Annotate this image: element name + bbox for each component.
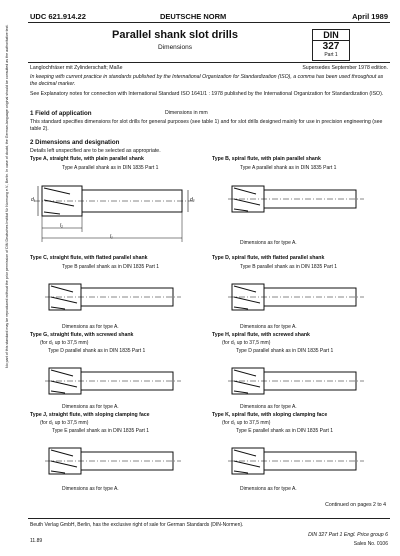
dim-d2: d₂ bbox=[190, 197, 195, 203]
type-g-note: Dimensions as for type A. bbox=[62, 404, 119, 410]
header-rule bbox=[28, 22, 390, 23]
type-c-drawing bbox=[45, 278, 185, 318]
din-number: 327 bbox=[322, 41, 340, 52]
type-b-caption: Type B, spiral flute, with plain parallel shank bbox=[212, 156, 321, 162]
decimal-note: In keeping with current practice in standards published by the International Organization for Standardization (ISO), a comma has been used throughout as the decimal marker. bbox=[30, 74, 384, 87]
type-a-shank-label: Type A parallel shank as in DIN 1835 Part 1 bbox=[62, 165, 159, 171]
type-c-caption: Type C, straight flute, with flatted parallel shank bbox=[30, 255, 148, 261]
section-1-heading: 1 Field of application bbox=[30, 110, 92, 117]
type-j-range: (for d₁ up to 37,5 mm) bbox=[40, 420, 89, 426]
reference-line: DIN 327 Part 1 Engl. Price group 6 bbox=[308, 532, 388, 538]
issue-date: April 1989 bbox=[352, 12, 388, 21]
type-j-drawing bbox=[45, 442, 185, 482]
type-a-caption: Type A, straight flute, with plain parallel shank bbox=[30, 156, 144, 162]
supersedes-note: Supersedes September 1978 edition. bbox=[302, 65, 388, 71]
type-d-shank-label: Type B parallel shank as in DIN 1835 Part 1 bbox=[240, 264, 337, 270]
section-2-text: Details left unspecified are to be selected as appropriate. bbox=[30, 148, 161, 154]
type-g-drawing bbox=[45, 362, 185, 402]
section-1-text: This standard specifies dimensions for slot drills for general purposes (see table 1) and for slot drills designed mainly for use in precision engineering (see table 2). bbox=[30, 119, 383, 132]
type-b-drawing bbox=[228, 180, 368, 220]
din-part: Part 1 bbox=[324, 52, 338, 58]
type-d-caption: Type D, spiral flute, with flatted parallel shank bbox=[212, 255, 325, 261]
udc-code: UDC 621.914.22 bbox=[30, 12, 86, 21]
type-j-shank-label: Type E parallel shank as in DIN 1835 Part 1 bbox=[52, 428, 149, 434]
type-k-shank-label: Type E parallel shank as in DIN 1835 Part 1 bbox=[236, 428, 333, 434]
document-subtitle: Dimensions bbox=[158, 44, 192, 51]
german-title: Langlochfräser mit Zylinderschaft; Maße bbox=[30, 65, 123, 71]
type-b-shank-label: Type A parallel shank as in DIN 1835 Part 1 bbox=[240, 165, 337, 171]
type-k-drawing bbox=[228, 442, 368, 482]
type-g-caption: Type G, straight flute, with screwed shank bbox=[30, 332, 134, 338]
copyright-side-note: No part of this standard may be reproduced without the prior permission of DIN Deutsches Institut für Normung e.V., Berlin. In case of doubt, the German-language original should be consulted as the authoritative text. bbox=[5, 24, 9, 368]
units-note: Dimensions in mm bbox=[165, 110, 208, 116]
explanatory-note: See Explanatory notes for connection with International Standard ISO 1641/1 : 1978 published by the International Organization for Standardization (ISO). bbox=[30, 91, 384, 97]
type-h-note: Dimensions as for type A. bbox=[240, 404, 297, 410]
publisher-note: Beuth Verlag GmbH, Berlin, has the exclusive right of sale for German Standards (DIN-Normen). bbox=[30, 522, 244, 528]
type-d-note: Dimensions as for type A. bbox=[240, 324, 297, 330]
din-label: DIN bbox=[313, 30, 349, 41]
section-2-heading: 2 Dimensions and designation bbox=[30, 139, 120, 146]
title-rule bbox=[28, 62, 390, 63]
type-k-note: Dimensions as for type A. bbox=[240, 486, 297, 492]
footer-rule bbox=[28, 518, 390, 519]
type-c-shank-label: Type B parallel shank as in DIN 1835 Part 1 bbox=[62, 264, 159, 270]
type-a-drawing bbox=[30, 172, 210, 252]
type-h-range: (for d₁ up to 37,5 mm) bbox=[222, 340, 271, 346]
type-k-caption: Type K, spiral flute, with sloping clamping face bbox=[212, 412, 328, 418]
type-g-shank-label: Type D parallel shank as in DIN 1835 Part 1 bbox=[48, 348, 146, 354]
dim-l2: l₂ bbox=[60, 223, 64, 229]
release-code: 11.89 bbox=[30, 538, 43, 544]
type-d-drawing bbox=[228, 278, 368, 318]
dim-d1: d₁ bbox=[31, 197, 36, 203]
type-h-shank-label: Type D parallel shank as in DIN 1835 Part 1 bbox=[236, 348, 334, 354]
din-number-box bbox=[312, 29, 350, 61]
document-title: Parallel shank slot drills bbox=[112, 29, 238, 41]
type-j-note: Dimensions as for type A. bbox=[62, 486, 119, 492]
type-b-note: Dimensions as for type A. bbox=[240, 240, 297, 246]
type-c-note: Dimensions as for type A. bbox=[62, 324, 119, 330]
type-j-caption: Type J, straight flute, with sloping clamping face bbox=[30, 412, 150, 418]
type-g-range: (for d₁ up to 37,5 mm) bbox=[40, 340, 89, 346]
norm-label: DEUTSCHE NORM bbox=[160, 12, 227, 21]
type-k-range: (for d₁ up to 37,5 mm) bbox=[222, 420, 271, 426]
type-h-drawing bbox=[228, 362, 368, 402]
continued-note: Continued on pages 2 to 4 bbox=[325, 502, 386, 508]
dim-l1: l₁ bbox=[110, 234, 113, 240]
sales-number: Sales No. 0106 bbox=[353, 541, 388, 547]
type-h-caption: Type H, spiral flute, with screwed shank bbox=[212, 332, 310, 338]
